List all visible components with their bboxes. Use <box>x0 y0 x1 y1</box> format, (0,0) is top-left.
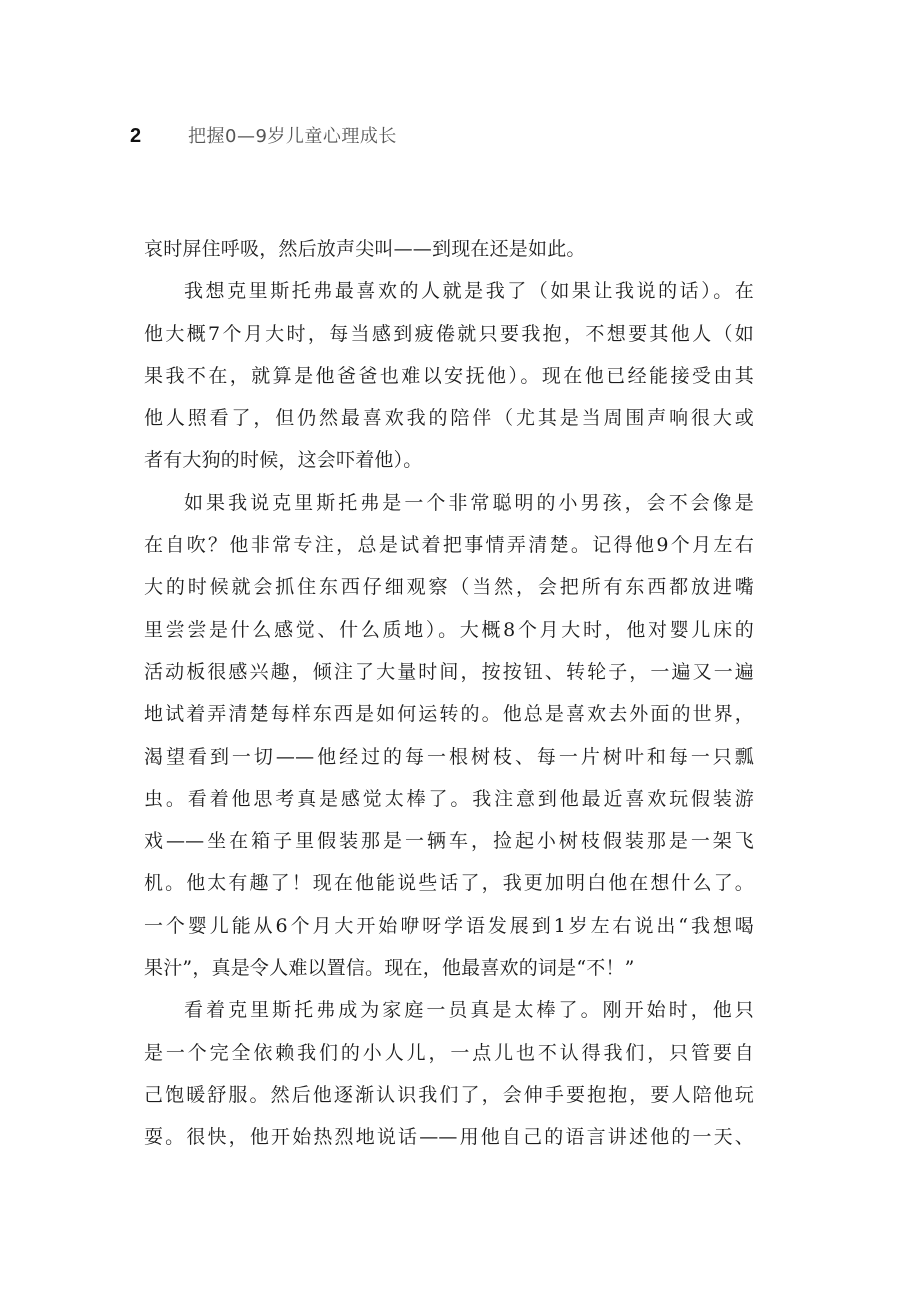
text-line: 果我不在，就算是他爸爸也难以安抚他）。现在他已经能接受由其 <box>144 364 754 387</box>
text-line: 活动板很感兴趣，倾注了大量时间，按按钮、转轮子，一遍又一遍 <box>144 660 754 683</box>
paragraph-start-line: 我想克里斯托弗最喜欢的人就是我了（如果让我说的话）。在 <box>184 280 754 303</box>
text-line: 者有大狗的时候，这会吓着他）。 <box>144 449 423 472</box>
text-line: 大的时候就会抓住东西仔细观察（当然，会把所有东西都放进嘴 <box>144 576 754 599</box>
paragraph-start-line: 看着克里斯托弗成为家庭一员真是太棒了。刚开始时，他只 <box>184 999 754 1022</box>
paragraph-start-line: 如果我说克里斯托弗是一个非常聪明的小男孩，会不会像是 <box>184 491 754 514</box>
text-line: 机。他太有趣了！现在他能说些话了，我更加明白他在想什么了。 <box>144 872 754 895</box>
text-line: 戏——坐在箱子里假装那是一辆车，捡起小树枝假装那是一架飞 <box>144 830 754 853</box>
text-line: 他大概7个月大时，每当感到疲倦就只要我抱，不想要其他人（如 <box>144 322 754 345</box>
text-line: 里尝尝是什么感觉、什么质地）。大概8个月大时，他对婴儿床的 <box>144 618 754 641</box>
text-line: 在自吹？他非常专注，总是试着把事情弄清楚。记得他9个月左右 <box>144 534 754 557</box>
handwritten-body-text <box>144 228 754 1159</box>
text-line: 耍。很快，他开始热烈地说话——用他自己的语言讲述他的一天、 <box>144 1126 754 1149</box>
text-line: 一个婴儿能从6个月大开始咿呀学语发展到1岁左右说出“我想喝 <box>144 914 754 937</box>
text-line: 虫。看着他思考真是感觉太棒了。我注意到他最近喜欢玩假装游 <box>144 787 754 810</box>
text-line: 己饱暖舒服。然后他逐渐认识我们了，会伸手要抱抱，要人陪他玩 <box>144 1083 754 1106</box>
book-title: 把握0—9岁儿童心理成长 <box>188 126 397 147</box>
text-line: 地试着弄清楚每样东西是如何运转的。他总是喜欢去外面的世界， <box>144 703 754 726</box>
text-line: 果汁”，真是令人难以置信。现在，他最喜欢的词是“不！” <box>144 957 635 980</box>
text-line: 是一个完全依赖我们的小人儿，一点儿也不认得我们，只管要自 <box>144 1041 754 1064</box>
page-number: 2 <box>130 125 142 147</box>
text-line: 哀时屏住呼吸，然后放声尖叫——到现在还是如此。 <box>144 238 586 260</box>
page-header <box>130 122 397 152</box>
text-line: 渴望看到一切——他经过的每一根树枝、每一片树叶和每一只瓢 <box>144 745 754 768</box>
text-line: 他人照看了，但仍然最喜欢我的陪伴（尤其是当周围声响很大或 <box>144 407 754 430</box>
